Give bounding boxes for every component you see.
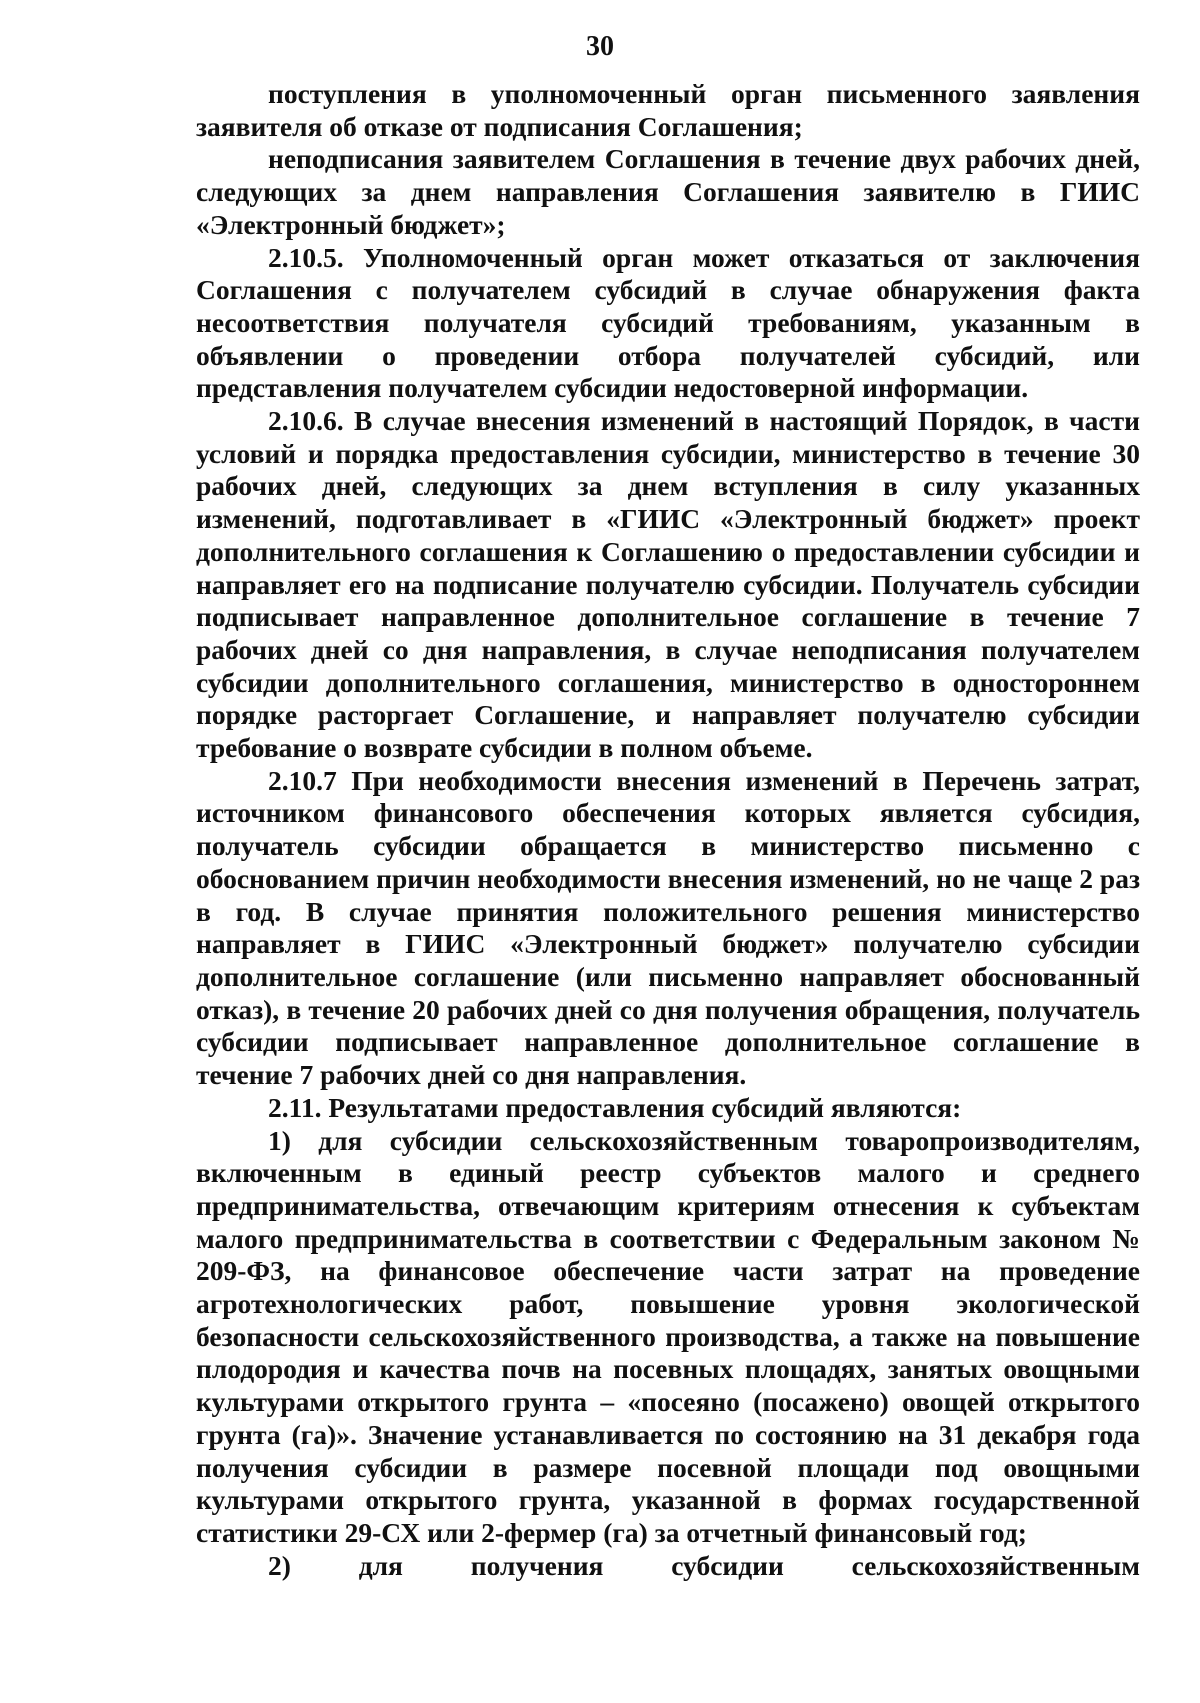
paragraph-2-10-5: 2.10.5. Уполномоченный орган может отказаться от заключения Соглашения с получателем субсидий в случае обнаружения факта несоответствия получателя субсидий требованиям, указанным в объявлении о проведении отбора получателей субсидий, или представления получателем субсидии недостоверной информации.	[196, 241, 1140, 404]
paragraph-2-10-6: 2.10.6. В случае внесения изменений в настоящий Порядок, в части условий и порядка предоставления субсидии, министерство в течение 30 рабочих дней, следующих за днем вступления в силу указанных изменений, подготавливает в «ГИИС «Электронный бюджет» проект дополнительного соглашения к Соглашению о предоставлении субсидии и направляет его на подписание получателю субсидии. Получатель субсидии подписывает направленное дополнительное соглашение в течение 7 рабочих дней со дня направления, в случае неподписания получателем субсидии дополнительного соглашения, министерство в одностороннем порядке расторгает Соглашение, и направляет получателю субсидии требование о возврате субсидии в полном объеме.	[196, 405, 1140, 764]
document-body	[196, 78, 1140, 1582]
paragraph-2-11: 2.11. Результатами предоставления субсидий являются:	[268, 1091, 962, 1123]
paragraph-refusal-submission: поступления в уполномоченный орган письменного заявления заявителя об отказе от подписания Соглашения;	[196, 78, 1140, 142]
paragraph-result-2: 2) для получения субсидии сельскохозяйственным	[268, 1549, 1140, 1581]
paragraph-result-1: 1) для субсидии сельскохозяйственным товаропроизводителям, включенным в единый реестр субъектов малого и среднего предпринимательства, отвечающим критериям отнесения к субъектам малого предпринимательства в соответствии с Федеральным законом № 209-ФЗ, на финансовое обеспечение части затрат на проведение агротехнологических работ, повышение уровня экологической безопасности сельскохозяйственного производства, а также на повышение плодородия и качества почв на посевных площадях, занятых овощными культурами открытого грунта – «посеяно (посажено) овощей открытого грунта (га)». Значение устанавливается по состоянию на 31 декабря года получения субсидии в размере посевной площади под овощными культурами открытого грунта, указанной в формах государственной статистики 29-СХ или 2-фермер (га) за отчетный финансовый год;	[196, 1124, 1140, 1548]
paragraph-2-10-7: 2.10.7 При необходимости внесения изменений в Перечень затрат, источником финансового обеспечения которых является субсидия, получатель субсидии обращается в министерство письменно с обоснованием причин необходимости внесения изменений, но не чаще 2 раз в год. В случае принятия положительного решения министерство направляет в ГИИС «Электронный бюджет» получателю субсидии дополнительное соглашение (или письменно направляет обоснованный отказ), в течение 20 рабочих дней со дня получения обращения, получатель субсидии подписывает направленное дополнительное соглашение в течение 7 рабочих дней со дня направления.	[196, 764, 1140, 1091]
page-number: 30	[586, 31, 614, 62]
paragraph-non-signing: неподписания заявителем Соглашения в течение двух рабочих дней, следующих за днем направления Соглашения заявителю в ГИИС «Электронный бюджет»;	[196, 143, 1140, 240]
